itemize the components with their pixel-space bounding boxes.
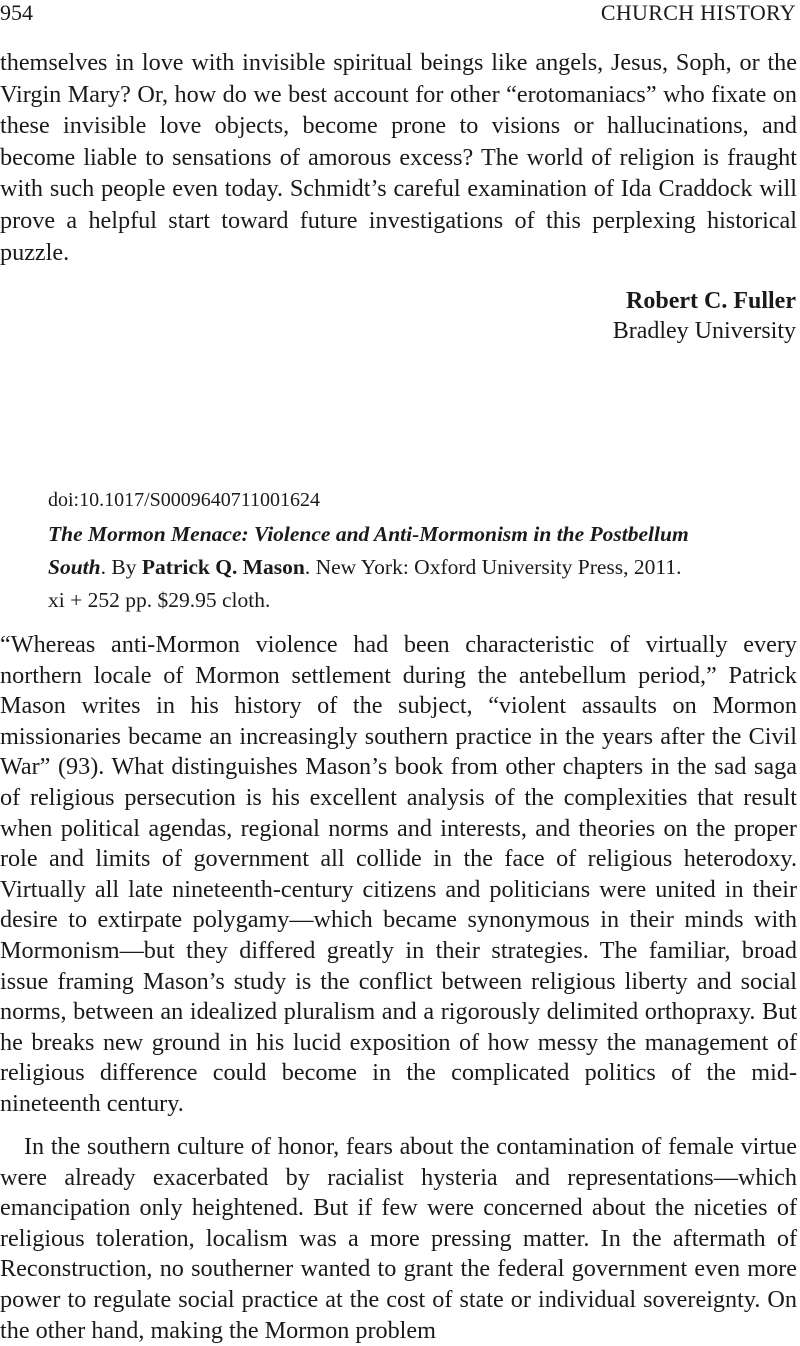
running-head <box>0 0 800 30</box>
book-citation: doi:10.1017/S0009640711001624 The Mormon Menace: Violence and Anti-Mormonism in the Postbellum South. By Patrick Q. Mason. New York: Oxford University Press, 2011. xi + 252 pp. $29.95 cloth. <box>48 484 698 617</box>
book-author: Patrick Q. Mason <box>141 555 305 579</box>
book-title: The Mormon Menace: Violence and Anti-Mormonism in the Postbellum South <box>48 522 689 579</box>
review-paragraph-2: In the southern culture of honor, fears about the contamination of female virtue were already exacerbated by racialist hysteria and representations—which emancipation only heightened. But if few were concerned about the niceties of religious toleration, localism was a more pressing matter. In the aftermath of Reconstruction, no southerner wanted to grant the federal government even more power to regulate social practice at the cost of state or individual sovereignty. On the other hand, making the Mormon problem <box>0 1133 797 1344</box>
review-paragraph-1: “Whereas anti-Mormon violence had been characteristic of virtually every northern locale of Mormon settlement during the antebellum period,” Patrick Mason writes in his history of the subject, “violent assaults on Mormon missionaries became an increasingly southern practice in the years after the Civil War” (93). What distinguishes Mason’s book from other chapters in the sad saga of religious persecution is his excellent analysis of the complexities that result when political agendas, regional norms and interests, and theories on the proper role and limits of government all collide in the face of religious heterodoxy. Virtually all late nineteenth-century citizens and politicians were united in their desire to extirpate polygamy—which became synonymous in their minds with Mormonism—but they differed greatly in their strategies. The familiar, broad issue framing Mason’s study is the conflict between religious liberty and social norms, between an idealized pluralism and a rigorously delimited orthopraxy. But he breaks new ground in his lucid exposition of how messy the management of religious difference could become in the complicated politics of the mid-nineteenth century. <box>0 631 797 1117</box>
previous-review-closing-paragraph: themselves in love with invisible spiritual beings like angels, Jesus, Soph, or the Virgin Mary? Or, how do we best account for other “erotomaniacs” who fixate on these invisible love objects, become prone to visions or hallucinations, and become liable to sensations of amorous excess? The world of religion is fraught with such people even today. Schmidt’s careful examination of Ida Craddock will prove a helpful start toward future investigations of this perplexing historical puzzle. <box>0 49 797 266</box>
reviewer-name: Robert C. Fuller <box>626 288 796 314</box>
publication-info: New York: Oxford University Press, 2011. xi + 252 pp. $29.95 cloth. <box>48 555 682 612</box>
reviewer-affiliation: Bradley University <box>612 318 796 344</box>
doi-link[interactable]: doi:10.1017/S0009640711001624 <box>48 489 321 511</box>
by-word: By <box>111 555 137 579</box>
page-number: 954 <box>0 0 33 25</box>
reviewer-signature <box>613 286 796 346</box>
journal-title: CHURCH HISTORY <box>600 0 796 25</box>
